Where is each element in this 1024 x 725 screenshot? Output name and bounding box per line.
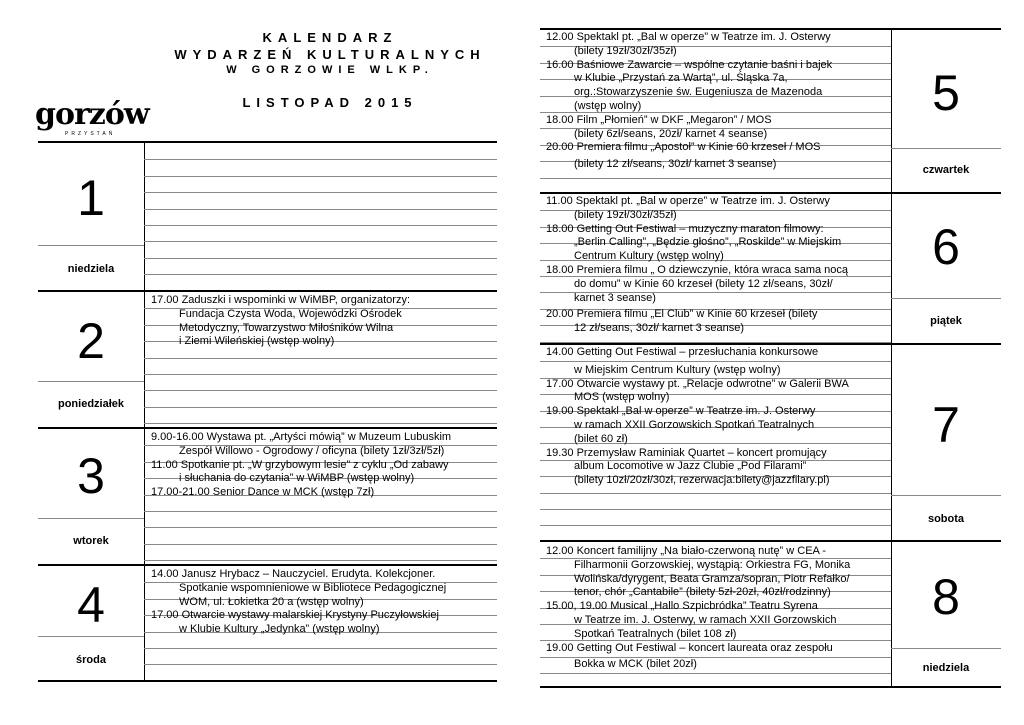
calendar-subtitle: WYDARZEŃ KULTURALNYCH [174, 47, 486, 62]
day-number: 8 [932, 569, 960, 625]
event-line: 18.00 Premiera filmu „ O dziewczynie, która wraca sama nocą [546, 263, 849, 276]
event-list [546, 545, 891, 672]
event-line: 9.00-16.00 Wystawa pt. „Artyści mówią” w Muzeum Lubuskim [151, 431, 452, 443]
event-line: 19.00 Spektakl „Bal w operze” w Teatrze im. J. Osterwy [546, 405, 816, 418]
event-line: 20.00 Premiera filmu „El Club” w Kinie 60 krzeseł (bilety [546, 308, 818, 321]
day-separator [891, 495, 1001, 496]
event-list [546, 346, 891, 488]
event-line: w Miejskim Centrum Kultury (wstęp wolny) [574, 363, 781, 376]
event-line: 12.00 Koncert familijny „Na biało-czerwoną nutę” w CEA - [546, 545, 827, 557]
day-number: 2 [77, 313, 105, 369]
day-name: wtorek [73, 535, 109, 547]
ruled-line [144, 209, 497, 210]
ruled-line [144, 544, 497, 545]
day-block-6 [540, 192, 1001, 344]
day-block-4 [38, 564, 497, 682]
day-separator [38, 636, 144, 637]
day-number: 1 [77, 170, 105, 226]
logo-text: gorzów [35, 97, 149, 132]
day-block-7 [540, 343, 1001, 540]
day-separator [38, 245, 144, 246]
event-line: 11.00 Spektakl pt. „Bal w operze” w Teatrze im. J. Osterwy [546, 195, 830, 207]
day-name: poniedziałek [57, 398, 125, 410]
event-line: Metodyczny, Towarzystwo Miłośników Wilna [179, 321, 394, 334]
event-line: Bokka w MCK (bilet 20zł) [574, 658, 697, 671]
event-line: (bilety 12 zł/seans, 30zł/ karnet 3 seanse) [574, 158, 777, 171]
ruled-line [144, 648, 497, 649]
event-line: 12.00 Spektakl pt. „Bal w operze” w Teatrze im. J. Osterwy [546, 31, 831, 43]
event-line: WOM, ul. Łokietka 20 a (wstęp wolny) [179, 595, 364, 608]
day-name: sobota [927, 513, 965, 525]
ruled-line [144, 258, 497, 259]
day-number: 7 [932, 397, 960, 453]
event-list [151, 294, 495, 349]
day-block-2 [38, 290, 497, 428]
event-line: (bilet 60 zł) [574, 432, 628, 445]
event-line: Centrum Kultury (wstęp wolny) [574, 250, 724, 263]
day-number: 5 [932, 65, 960, 121]
ruled-line [540, 525, 891, 526]
day-number: 3 [77, 448, 105, 504]
day-separator [891, 148, 1001, 149]
ruled-line [144, 560, 497, 561]
day-number: 6 [932, 219, 960, 275]
event-line: 14.00 Getting Out Festiwal – przesłuchania konkursowe [546, 346, 819, 358]
event-line: Fundacja Czysta Woda, Wojewódzki Ośrodek [179, 307, 402, 320]
ruled-line [540, 493, 891, 494]
event-list [546, 195, 891, 336]
ruled-line [144, 423, 497, 424]
ruled-line [144, 390, 497, 391]
event-line: 14.00 Janusz Hrybacz – Nauczyciel. Erudyta. Kolekcjoner. [151, 568, 436, 580]
event-line: 17.00 Zaduszki i wspominki w WiMBP, organizatorzy: [151, 294, 411, 306]
ruled-line [144, 358, 497, 359]
event-line: 18.00 Film „Płomień” w DKF „Megaron” / MOS [546, 113, 772, 126]
event-line: (bilety 19zł/30zł/35zł) [574, 44, 677, 57]
event-line: 20.00 Premiera filmu „Apostoł” w Kinie 60 krzeseł / MOS [546, 141, 821, 154]
day-separator [38, 518, 144, 519]
event-line: Wolińska/dyrygent, Beata Gramza/sopran, Piotr Refałko/ [574, 572, 850, 585]
ruled-line [144, 225, 497, 226]
ruled-line [144, 664, 497, 665]
event-line: 12 zł/seans, 30zł/ karnet 3 seanse) [574, 322, 744, 335]
day-divider [144, 143, 145, 291]
event-line: (wstęp wolny) [574, 99, 642, 112]
event-line: w Teatrze im. J. Osterwy, w ramach XXII Gorzowskich [574, 613, 837, 626]
ruled-line [540, 673, 891, 674]
day-separator [891, 298, 1001, 299]
event-line: i Ziemi Wileńskiej (wstęp wolny) [179, 335, 335, 348]
calendar-title: KALENDARZ [262, 30, 398, 45]
ruled-line [144, 407, 497, 408]
event-line: 15.00, 19.00 Musical „Hallo Szpicbródka” Teatru Syrena [546, 600, 818, 613]
event-line: karnet 3 seanse) [574, 291, 656, 304]
event-line: w ramach XXII Gorzowskich Spotkań Teatralnych [574, 418, 815, 431]
event-line: do domu” w Kinie 60 krzeseł (bilety 12 zł/seans, 30zł/ [574, 277, 833, 290]
calendar-city: W GORZOWIE WLKP. [226, 64, 434, 76]
event-line: „Berlin Calling”, „Będzie głośno”, „Roskilde” w Miejskim [574, 236, 842, 249]
event-line: (bilety 10zł/20zł/30zł, rezerwacja:bilety@jazzfilary.pl) [574, 474, 830, 487]
event-line: 18.00 Getting Out Festiwal – muzyczny maraton filmowy: [546, 222, 824, 235]
event-line: tenor, chór „Cantabile” (bilety 5zł-20zł, 40zł/rodzinny) [574, 586, 831, 599]
ruled-line [144, 374, 497, 375]
event-line: 17.00 Otwarcie wystawy malarskiej Krystyny Puczyłowskiej [151, 609, 439, 622]
day-block-1 [38, 141, 497, 291]
ruled-line [144, 176, 497, 177]
event-line: 19.00 Getting Out Festiwal – koncert laureata oraz zespołu [546, 641, 833, 654]
day-number: 4 [77, 577, 105, 633]
event-line: w Klubie „Przystań za Wartą”, ul. Śląska 7a, [574, 72, 788, 85]
event-line: org.:Stowarzyszenie św. Eugeniusza de Mazenoda [574, 86, 823, 99]
ruled-line [144, 192, 497, 193]
day-name: piątek [930, 315, 962, 327]
gorzow-logo [35, 97, 150, 142]
day-separator [38, 381, 144, 382]
event-list [546, 31, 891, 172]
calendar-month: LISTOPAD 2015 [242, 95, 418, 110]
day-name: niedziela [922, 662, 970, 674]
event-line: (bilety 19zł/30zł/35zł) [574, 208, 677, 221]
day-name: niedziela [67, 263, 115, 275]
event-line: album Locomotive w Jazz Clubie „Pod Filarami” [574, 460, 807, 473]
ruled-line [540, 178, 891, 179]
day-separator [891, 648, 1001, 649]
event-line: Zespół Willowo - Ogrodowy / oficyna (bilety 1zł/3zł/5zł) [179, 444, 445, 457]
event-line: (bilety 6zł/seans, 20zł/ karnet 4 seanse) [574, 127, 768, 140]
event-line: MOS (wstęp wolny) [574, 391, 670, 404]
ruled-line [144, 527, 497, 528]
ruled-line [144, 241, 497, 242]
event-line: Filharmonii Gorzowskiej, wystąpią: Orkiestra FG, Monika [574, 558, 851, 571]
day-divider [144, 566, 145, 680]
ruled-line [144, 511, 497, 512]
event-line: i słuchania do czytania” w WiMBP (wstęp wolny) [179, 472, 415, 485]
event-line: w Klubie Kultury „Jedynka” (wstęp wolny) [179, 623, 380, 636]
event-line: Spotkań Teatralnych (bilet 108 zł) [574, 627, 737, 640]
logo-subtitle: PRZYSTAŃ [65, 131, 116, 137]
ruled-line [144, 274, 497, 275]
event-line: 11.00 Spotkanie pt. „W grzybowym lesie” z cyklu „Od zabawy [151, 458, 449, 471]
event-line: 17.00 Otwarcie wystawy pt. „Relacje odwrotne” w Galerii BWA [546, 377, 849, 390]
event-line: Spotkanie wspomnieniowe w Bibliotece Pedagogicznej [179, 581, 447, 594]
event-list [151, 568, 495, 637]
day-name: środa [76, 654, 106, 666]
ruled-line [540, 509, 891, 510]
day-name: czwartek [922, 164, 970, 176]
day-block-5 [540, 28, 1001, 192]
ruled-line [144, 159, 497, 160]
event-line: 19.30 Przemysław Raminiak Quartet – koncert promujący [546, 446, 827, 459]
event-list [151, 431, 495, 500]
event-line: 17.00-21.00 Senior Dance w MCK (wstęp 7zł) [151, 486, 375, 499]
day-block-3 [38, 427, 497, 565]
event-line: 16.00 Baśniowe Zawarcie – wspólne czytanie baśni i bajek [546, 58, 833, 71]
day-block-8 [540, 540, 1001, 688]
